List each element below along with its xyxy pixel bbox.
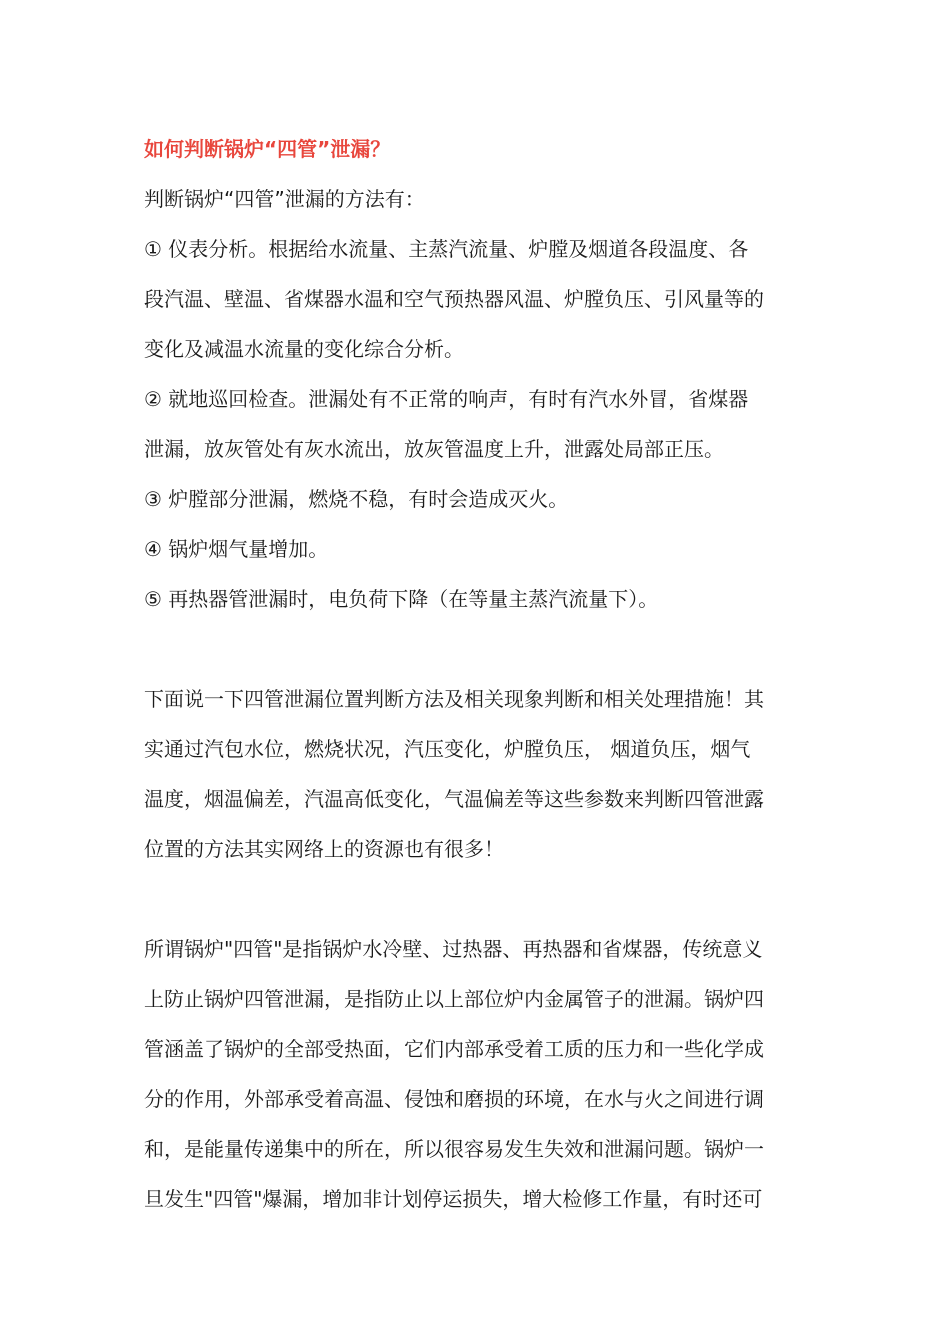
paragraph3-line: 管涵盖了锅炉的全部受热面，它们内部承受着工质的压力和一些化学成	[144, 1037, 764, 1061]
paragraph3-line: 分的作用，外部承受着高温、侵蚀和磨损的环境，在水与火之间进行调	[144, 1087, 764, 1111]
paragraph3-line: 所谓锅炉"四管"是指锅炉水冷壁、过热器、再热器和省煤器，传统意义	[144, 937, 763, 961]
paragraph-gap	[144, 874, 808, 924]
method-line: ③ 炉膛部分泄漏，燃烧不稳，有时会造成灭火。	[144, 487, 569, 511]
paragraph2-line: 温度，烟温偏差，汽温高低变化，气温偏差等这些参数来判断四管泄露	[144, 787, 764, 811]
method-line: 变化及减温水流量的变化综合分析。	[144, 337, 464, 361]
method-line: ④ 锅炉烟气量增加。	[144, 537, 329, 561]
paragraph3-line: 上防止锅炉四管泄漏，是指防止以上部位炉内金属管子的泄漏。锅炉四	[144, 987, 764, 1011]
document-page	[144, 124, 808, 1224]
paragraph-gap	[144, 624, 808, 674]
method-line: ② 就地巡回检查。泄漏处有不正常的响声，有时有汽水外冒，省煤器	[144, 387, 749, 411]
paragraph2-line: 下面说一下四管泄漏位置判断方法及相关现象判断和相关处理措施！其	[144, 687, 764, 711]
paragraph2-line: 实通过汽包水位，燃烧状况，汽压变化，炉膛负压， 烟道负压，烟气	[144, 737, 751, 761]
intro-line: 判断锅炉“四管”泄漏的方法有：	[144, 187, 425, 211]
paragraph3-line: 旦发生"四管"爆漏，增加非计划停运损失，增大检修工作量，有时还可	[144, 1187, 763, 1211]
method-line: ⑤ 再热器管泄漏时，电负荷下降（在等量主蒸汽流量下）。	[144, 587, 659, 611]
method-line: ① 仪表分析。根据给水流量、主蒸汽流量、炉膛及烟道各段温度、各	[144, 237, 749, 261]
document-title: 如何判断锅炉“四管”泄漏？	[144, 137, 391, 161]
method-line: 泄漏，放灰管处有灰水流出，放灰管温度上升，泄露处局部正压。	[144, 437, 724, 461]
method-line: 段汽温、壁温、省煤器水温和空气预热器风温、炉膛负压、引风量等的	[144, 287, 764, 311]
paragraph3-line: 和，是能量传递集中的所在，所以很容易发生失效和泄漏问题。锅炉一	[144, 1137, 764, 1161]
paragraph2-line: 位置的方法其实网络上的资源也有很多！	[144, 837, 504, 861]
